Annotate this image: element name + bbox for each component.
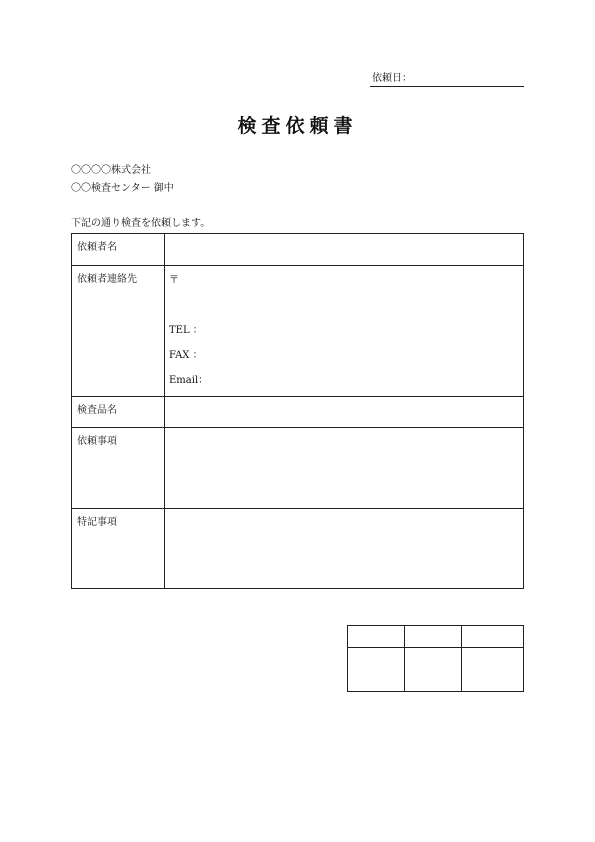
label-cell: [72, 397, 165, 427]
request-date-field[interactable]: [370, 86, 524, 87]
label-cell: [72, 428, 165, 508]
addressee-center: 〇〇検査センター 御中: [71, 183, 174, 194]
special-notes-label: 特記事項: [77, 517, 117, 528]
fax-label: FAX ：: [169, 350, 203, 361]
request-details-label: 依頼事項: [77, 436, 117, 447]
label-cell: [72, 234, 165, 265]
item-name-label: 検査品名: [77, 405, 117, 416]
postal-code-mark: 〒: [169, 275, 179, 286]
requester-contact-field[interactable]: [164, 266, 523, 396]
requester-contact-label: 依頼者連絡先: [77, 274, 137, 285]
intro-text: 下記の通り検査を依頼します。: [71, 218, 211, 229]
stamp-column-divider: [461, 626, 462, 691]
email-label: Email：: [169, 375, 209, 386]
requester-name-label: 依頼者名: [77, 242, 117, 253]
item-name-field[interactable]: [164, 397, 523, 427]
special-notes-field[interactable]: [164, 509, 523, 588]
label-cell: [72, 509, 165, 588]
tel-label: TEL ：: [169, 325, 203, 336]
requester-name-field[interactable]: [164, 234, 523, 265]
addressee-company: 〇〇〇〇株式会社: [71, 165, 151, 176]
row-item-name: [71, 396, 524, 427]
request-details-field[interactable]: [164, 428, 523, 508]
row-requester-name: [71, 233, 524, 265]
row-special-notes: [71, 508, 524, 589]
request-date-label: 依頼日：: [372, 73, 412, 84]
approval-stamp-table: [347, 625, 524, 692]
row-requester-contact: [71, 265, 524, 396]
stamp-column-divider: [404, 626, 405, 691]
row-request-details: [71, 427, 524, 508]
label-cell: [72, 266, 165, 396]
document-title: 検査依頼書: [237, 115, 358, 137]
stamp-row-divider: [348, 647, 523, 648]
